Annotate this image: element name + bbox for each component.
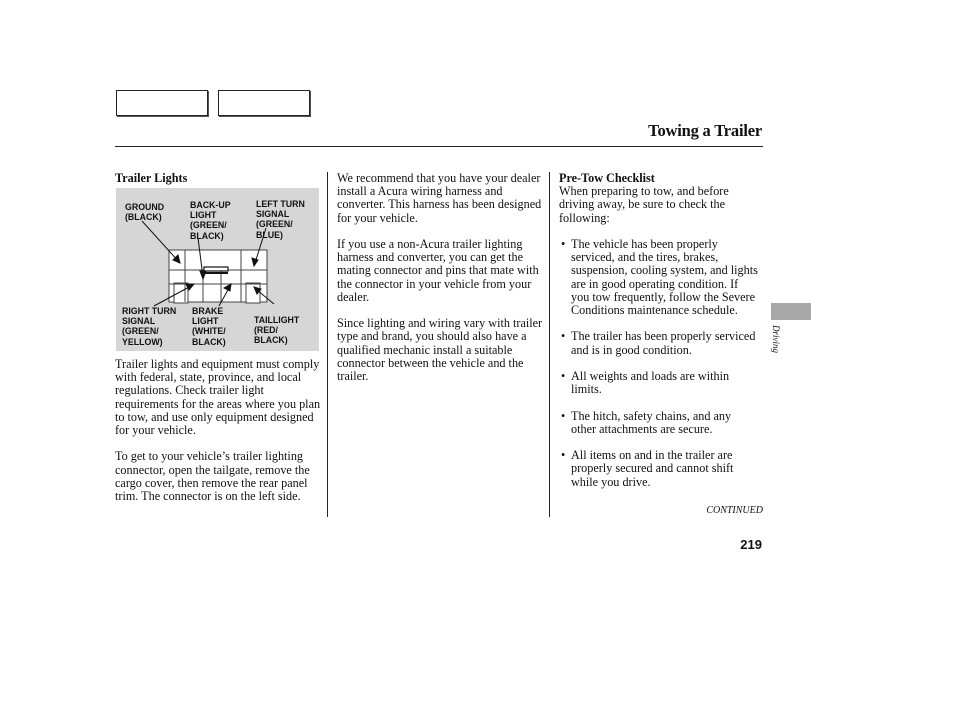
nav-box-2[interactable] [218, 90, 310, 116]
middle-paragraph-2: If you use a non-Acura trailer lighting harness and converter, you can get the mating connector and pins that mate with the connector in your vehicle from your dealer. [337, 237, 539, 304]
checklist-item [559, 238, 759, 317]
label-backup-light: BACK-UP LIGHT (GREEN/ BLACK) [190, 200, 231, 241]
pre-tow-checklist-heading: Pre-Tow Checklist [559, 171, 655, 185]
label-ground: GROUND (BLACK) [125, 202, 165, 223]
bullet-icon: • [561, 448, 566, 463]
page-number: 219 [740, 537, 762, 552]
header-rule [115, 146, 763, 147]
checklist-item-text: The vehicle has been properly serviced, and the tires, brakes, suspension, cooling system, and lights are in good operating condition. If you tow frequently, follow the Severe Conditions maintenance schedule. [571, 237, 758, 318]
right-body [559, 172, 759, 502]
nav-box-1[interactable] [116, 90, 208, 116]
middle-body [337, 172, 545, 396]
bullet-icon: • [561, 237, 566, 251]
label-taillight: TAILLIGHT (RED/ BLACK) [254, 315, 300, 346]
column-divider-1 [327, 172, 328, 517]
checklist-intro: When preparing to tow, and before driving away, be sure to check the following: [559, 184, 729, 225]
driving-section-tab[interactable] [771, 303, 811, 320]
checklist-item-text: The trailer has been properly serviced and is in good condition. [571, 329, 756, 357]
connector-diagram [116, 188, 319, 351]
section-title: Towing a Trailer [648, 121, 762, 140]
label-right-turn-signal: RIGHT TURN SIGNAL (GREEN/ YELLOW) [122, 306, 177, 347]
checklist-item [559, 410, 759, 436]
bullet-icon: • [561, 369, 566, 383]
left-paragraph-2: To get to your vehicle’s trailer lighting connector, open the tailgate, remove the cargo cover, then remove the rear panel trim. The connector is on the left side. [115, 449, 310, 504]
checklist-item-text: All weights and loads are within limits. [571, 369, 730, 397]
trailer-lights-heading: Trailer Lights [115, 171, 188, 185]
left-body [115, 358, 323, 516]
continued-label: CONTINUED [706, 505, 763, 516]
checklist-item [559, 370, 759, 396]
left-paragraph-1: Trailer lights and equipment must comply with federal, state, province, and local regulations. Check trailer light requirements for the areas where you plan to tow, and use only equipment designed for your vehicle. [115, 357, 321, 438]
label-left-turn-signal: LEFT TURN SIGNAL (GREEN/ BLUE) [256, 199, 305, 240]
bullet-icon: • [561, 329, 566, 344]
checklist-item-text: All items on and in the trailer are properly secured and cannot shift while you drive. [571, 448, 734, 489]
middle-paragraph-1: We recommend that you have your dealer install a Acura wiring harness and converter. This harness has been designed for your vehicle. [337, 171, 542, 225]
checklist-item [559, 449, 759, 489]
label-brake-light: BRAKE LIGHT (WHITE/ BLACK) [192, 306, 226, 347]
checklist-list [559, 238, 759, 489]
column-divider-2 [549, 172, 550, 517]
driving-side-label: Driving [771, 325, 781, 353]
checklist-item-text: The hitch, safety chains, and any other attachments are secure. [571, 408, 732, 436]
middle-paragraph-3: Since lighting and wiring vary with trailer type and brand, you should also have a qualified mechanic install a suitable connector between the vehicle and the trailer. [337, 316, 543, 384]
bullet-icon: • [561, 408, 566, 423]
checklist-item [559, 330, 759, 356]
